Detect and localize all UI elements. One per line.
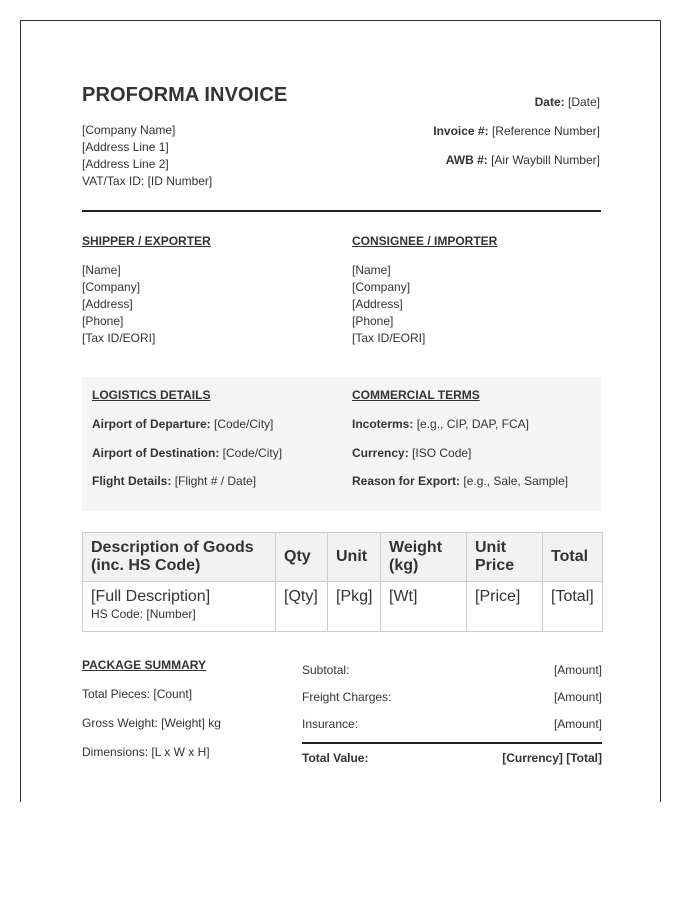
destination-field bbox=[92, 446, 282, 460]
destination-label: Airport of Destination: bbox=[92, 446, 220, 460]
company-name: [Company Name] bbox=[82, 123, 176, 137]
currency-field bbox=[352, 446, 471, 460]
totals-divider bbox=[302, 742, 602, 744]
goods-table-header-row bbox=[83, 533, 603, 582]
company-address-1: [Address Line 1] bbox=[82, 140, 169, 154]
shipper-phone: [Phone] bbox=[82, 314, 124, 328]
column-header-unit-price bbox=[467, 533, 543, 582]
insurance-row bbox=[302, 717, 602, 733]
column-header-description bbox=[83, 533, 276, 582]
consignee-company: [Company] bbox=[352, 280, 411, 294]
cell-total: [Total] bbox=[543, 582, 603, 632]
company-vat-id: VAT/Tax ID: [ID Number] bbox=[82, 174, 213, 188]
flight-field bbox=[92, 474, 256, 488]
shipper-tax-id: [Tax ID/EORI] bbox=[82, 331, 156, 345]
column-header-weight-line2: (kg) bbox=[389, 557, 419, 574]
total-pieces: Total Pieces: [Count] bbox=[82, 687, 193, 701]
consignee-title: CONSIGNEE / IMPORTER bbox=[352, 234, 498, 248]
goods-table bbox=[82, 532, 603, 632]
reason-field bbox=[352, 474, 568, 488]
column-header-unit: Unit bbox=[328, 533, 381, 582]
cell-unit: [Pkg] bbox=[328, 582, 381, 632]
awb-number-value: [Air Waybill Number] bbox=[491, 153, 600, 167]
consignee-tax-id: [Tax ID/EORI] bbox=[352, 331, 426, 345]
subtotal-label: Subtotal: bbox=[302, 663, 350, 677]
column-header-unit-price-line2: Price bbox=[475, 557, 515, 574]
flight-label: Flight Details: bbox=[92, 474, 172, 488]
consignee-block bbox=[352, 262, 425, 347]
invoice-number-value: [Reference Number] bbox=[491, 124, 600, 138]
incoterms-label: Incoterms: bbox=[352, 417, 414, 431]
departure-label: Airport of Departure: bbox=[92, 417, 211, 431]
total-value-label: Total Value: bbox=[302, 751, 369, 765]
incoterms-value: [e.g., CIP, DAP, FCA] bbox=[416, 417, 529, 431]
consignee-phone: [Phone] bbox=[352, 314, 394, 328]
company-block bbox=[82, 122, 212, 190]
invoice-page bbox=[20, 20, 661, 802]
cell-description-text: [Full Description] bbox=[91, 588, 211, 605]
logistics-panel bbox=[82, 377, 601, 511]
flight-value: [Flight # / Date] bbox=[174, 474, 257, 488]
shipper-name: [Name] bbox=[82, 263, 121, 277]
total-value-amount: [Currency] [Total] bbox=[502, 751, 602, 765]
insurance-label: Insurance: bbox=[302, 717, 359, 731]
date-field bbox=[535, 95, 600, 109]
invoice-number-label: Invoice #: bbox=[433, 124, 489, 138]
consignee-address: [Address] bbox=[352, 297, 403, 311]
shipper-title: SHIPPER / EXPORTER bbox=[82, 234, 211, 248]
column-header-weight bbox=[381, 533, 467, 582]
column-header-description-line2: (inc. HS Code) bbox=[91, 557, 201, 574]
shipper-company: [Company] bbox=[82, 280, 141, 294]
gross-weight: Gross Weight: [Weight] kg bbox=[82, 716, 221, 730]
column-header-qty: Qty bbox=[276, 533, 328, 582]
reason-value: [e.g., Sale, Sample] bbox=[463, 474, 569, 488]
commercial-title: COMMERCIAL TERMS bbox=[352, 388, 480, 402]
cell-qty: [Qty] bbox=[276, 582, 328, 632]
departure-value: [Code/City] bbox=[214, 417, 274, 431]
cell-weight: [Wt] bbox=[381, 582, 467, 632]
shipper-address: [Address] bbox=[82, 297, 133, 311]
package-summary-title: PACKAGE SUMMARY bbox=[82, 658, 207, 672]
page-title: PROFORMA INVOICE bbox=[82, 84, 288, 106]
column-header-unit-price-line1: Unit bbox=[475, 539, 507, 556]
freight-label: Freight Charges: bbox=[302, 690, 392, 704]
column-header-description-line1: Description of Goods bbox=[91, 539, 254, 556]
table-row bbox=[83, 582, 603, 632]
date-value: [Date] bbox=[567, 95, 600, 109]
total-value-row bbox=[302, 751, 602, 767]
subtotal-value: [Amount] bbox=[553, 663, 602, 677]
freight-value: [Amount] bbox=[553, 690, 602, 704]
date-label: Date: bbox=[534, 95, 565, 109]
insurance-value: [Amount] bbox=[553, 717, 602, 731]
freight-row bbox=[302, 690, 602, 706]
departure-field bbox=[92, 417, 273, 431]
cell-description bbox=[83, 582, 276, 632]
header-divider bbox=[82, 210, 601, 212]
company-address-2: [Address Line 2] bbox=[82, 157, 169, 171]
reason-label: Reason for Export: bbox=[352, 474, 461, 488]
cell-unit-price: [Price] bbox=[467, 582, 543, 632]
destination-value: [Code/City] bbox=[222, 446, 283, 460]
consignee-name: [Name] bbox=[352, 263, 391, 277]
logistics-title: LOGISTICS DETAILS bbox=[92, 388, 211, 402]
column-header-total: Total bbox=[543, 533, 603, 582]
cell-hs-code: HS Code: [Number] bbox=[91, 607, 196, 621]
invoice-number-field bbox=[433, 124, 600, 138]
dimensions: Dimensions: [L x W x H] bbox=[82, 745, 210, 759]
shipper-block bbox=[82, 262, 155, 347]
subtotal-row bbox=[302, 663, 602, 679]
awb-number-label: AWB #: bbox=[445, 153, 488, 167]
currency-label: Currency: bbox=[352, 446, 409, 460]
currency-value: [ISO Code] bbox=[412, 446, 472, 460]
incoterms-field bbox=[352, 417, 529, 431]
column-header-weight-line1: Weight bbox=[389, 539, 443, 556]
awb-number-field bbox=[446, 153, 600, 167]
